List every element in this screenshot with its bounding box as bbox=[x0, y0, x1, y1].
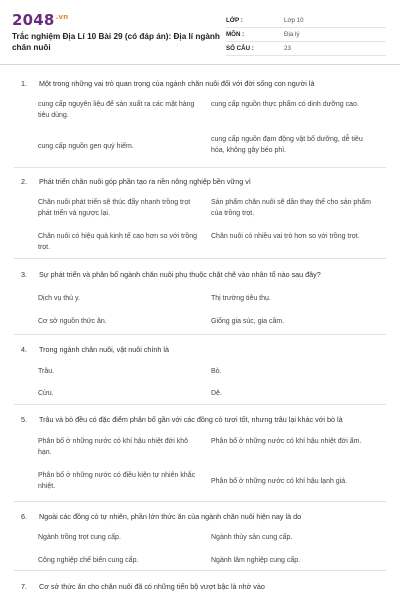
answer-option[interactable]: cung cấp nguồn đạm động vật bổ dưỡng, dễ tiêu hóa, không gây béo phì. bbox=[211, 136, 363, 154]
brand-logo[interactable] bbox=[12, 11, 68, 29]
answer-option[interactable]: Bò. bbox=[211, 368, 222, 375]
question-number: 6. bbox=[21, 512, 27, 521]
question-text: Trong ngành chăn nuôi, vật nuôi chính là bbox=[39, 345, 169, 354]
question-divider bbox=[14, 570, 386, 571]
answer-option[interactable]: Phân bố ở những nước có điều kiện tự nhiên khắc nhiệt. bbox=[38, 472, 196, 490]
answer-option[interactable]: Giống gia súc, gia cầm. bbox=[211, 318, 285, 325]
meta-row-count bbox=[226, 42, 386, 56]
question-text: Ngoài các đồng cỏ tự nhiên, phần lớn thức ăn của ngành chăn nuôi hiện nay là do bbox=[39, 512, 302, 521]
question-text: Trâu và bò đều có đặc điểm phân bố gần với các đồng cỏ tươi tốt, nhưng trâu lại khác với bò là bbox=[39, 415, 343, 424]
answer-option[interactable]: Phân bố ở những nước có khí hậu nhiệt đới khô hạn. bbox=[38, 438, 189, 456]
meta-value: 23 bbox=[284, 45, 291, 52]
meta-value[interactable]: Lớp 10 bbox=[284, 17, 304, 24]
answer-option[interactable]: Chăn nuôi có nhiều vai trò hơn so với trồng trọt. bbox=[211, 233, 360, 240]
question-text: Sự phát triển và phân bố ngành chăn nuôi phụ thuộc chặt chẽ vào nhân tố nào sau đây? bbox=[39, 270, 321, 279]
answer-option[interactable]: Dịch vụ thú y. bbox=[38, 295, 80, 302]
answer-option[interactable]: Thị trường tiêu thụ. bbox=[211, 295, 271, 302]
meta-key: SỐ CÂU : bbox=[226, 45, 254, 52]
answer-option[interactable]: cung cấp nguồn gen quý hiếm. bbox=[38, 143, 134, 150]
page-header bbox=[0, 0, 400, 65]
answer-option[interactable]: Ngành trồng trọt cung cấp. bbox=[38, 534, 121, 541]
answer-option[interactable]: Ngành lâm nghiệp cung cấp. bbox=[211, 557, 301, 564]
meta-row-subject bbox=[226, 28, 386, 42]
quiz-meta bbox=[226, 14, 386, 56]
answer-option[interactable]: Chăn nuôi có hiệu quả kinh tế cao hơn so với trồng trọt. bbox=[38, 233, 198, 251]
question-text: Cơ sở thức ăn cho chăn nuôi đã có những tiến bộ vượt bậc là nhờ vào bbox=[39, 582, 265, 591]
question-divider bbox=[14, 501, 386, 502]
question-number: 3. bbox=[21, 270, 27, 279]
meta-value[interactable]: Địa lý bbox=[284, 31, 300, 38]
answer-option[interactable]: Cừu. bbox=[38, 390, 54, 397]
question-number: 2. bbox=[21, 177, 27, 186]
question-number: 4. bbox=[21, 345, 27, 354]
question-divider bbox=[14, 167, 386, 168]
answer-option[interactable]: Sản phẩm chăn nuôi sẽ dần thay thế cho sản phẩm của trồng trọt. bbox=[211, 199, 371, 217]
answer-option[interactable]: Dê. bbox=[211, 390, 222, 397]
answer-option[interactable]: Phân bố ở những nước có khí hậu lạnh giá. bbox=[211, 478, 348, 485]
answer-option[interactable]: Công nghiệp chế biến cung cấp. bbox=[38, 557, 139, 564]
question-divider bbox=[14, 258, 386, 259]
question-divider bbox=[14, 334, 386, 335]
meta-row-grade bbox=[226, 14, 386, 28]
answer-option[interactable]: Trâu. bbox=[38, 368, 55, 375]
meta-key: MÔN : bbox=[226, 31, 245, 38]
page-title: Trắc nghiệm Địa Lí 10 Bài 29 (có đáp án): Địa lí ngành chăn nuôi bbox=[12, 32, 220, 52]
answer-option[interactable]: cung cấp nguyên liệu để sản xuất ra các mặt hàng tiêu dùng. bbox=[38, 101, 195, 119]
answer-option[interactable]: Ngành thủy sản cung cấp. bbox=[211, 534, 293, 541]
brand-suffix: .vn bbox=[55, 13, 69, 21]
question-number: 7. bbox=[21, 582, 27, 591]
question-number: 5. bbox=[21, 415, 27, 424]
question-text: Một trong những vai trò quan trọng của ngành chăn nuôi đối với đời sống con người là bbox=[39, 79, 315, 88]
meta-key: LỚP : bbox=[226, 17, 243, 24]
answer-option[interactable]: cung cấp nguồn thực phẩm có dinh dưỡng cao. bbox=[211, 101, 359, 108]
answer-option[interactable]: Chăn nuôi phát triển sẽ thúc đẩy nhanh trồng trọt phát triển và ngược lại. bbox=[38, 199, 191, 217]
question-number: 1. bbox=[21, 79, 27, 88]
brand-name: 2048 bbox=[12, 11, 55, 29]
question-text: Phát triển chăn nuôi góp phần tạo ra nền nông nghiệp bền vững vì bbox=[39, 177, 251, 186]
answer-option[interactable]: Cơ sở nguồn thức ăn. bbox=[38, 318, 107, 325]
question-divider bbox=[14, 404, 386, 405]
answer-option[interactable]: Phân bố ở những nước có khí hậu nhiệt đới ẩm. bbox=[211, 438, 362, 445]
